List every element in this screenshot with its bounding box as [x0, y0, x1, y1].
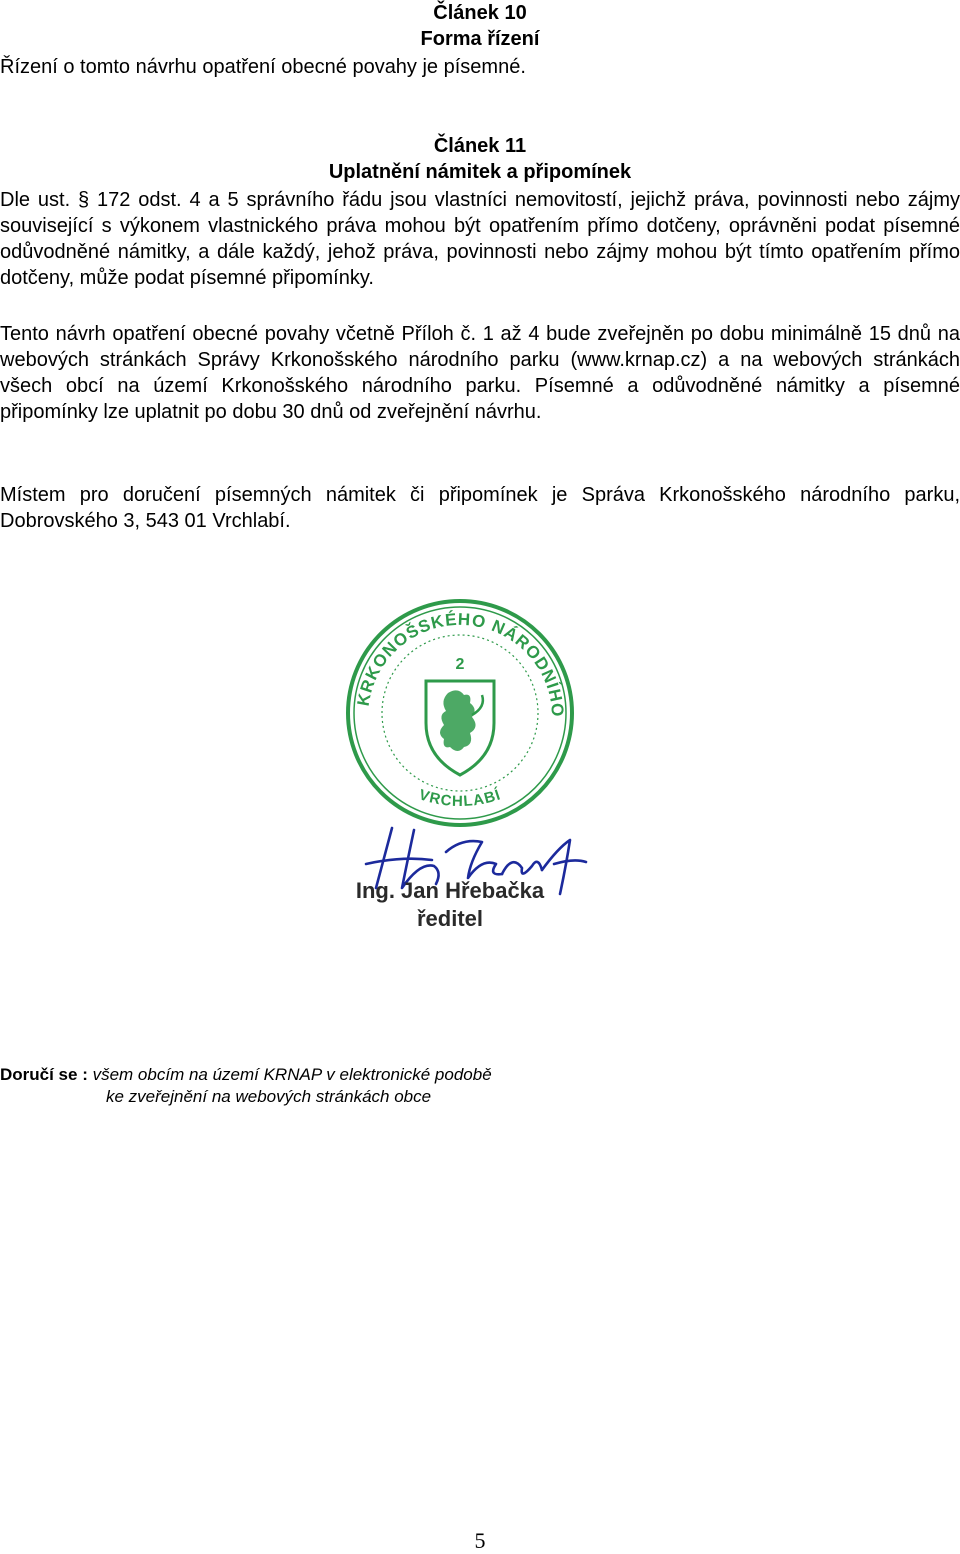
page-number: 5 [474, 1528, 486, 1553]
article-10-number: Článek 10 [433, 2, 527, 24]
signatory-role: ředitel [416, 906, 484, 931]
svg-text:VRCHLABÍ [417, 786, 503, 810]
stamp-city: VRCHLABÍ [416, 786, 504, 811]
delivery-note [0, 1064, 960, 1106]
article-10-title: Forma řízení [420, 28, 540, 50]
delivery-label: Doručí se : [0, 1065, 88, 1084]
article-10-text: Řízení o tomto návrhu opatření obecné povahy je písemné. [0, 56, 526, 78]
stamp-ring-text: KRKONOŠSKÉHO NÁRODNÍHO [353, 609, 568, 718]
lion-icon [440, 690, 476, 751]
delivery-line-1: všem obcím na území KRNAP v elektronické podobě [92, 1065, 492, 1084]
article-11-paragraph-2: Tento návrh opatření obecné povahy včetně Příloh č. 1 až 4 bude zveřejněn po dobu minimálně 15 dnů na webových stránkách Správy Krkonošského národního parku (www.krnap.cz) a na webových stránkách všech obcí na území Krkonošského národního parku. Písemné a odůvodněné námitky a písemné připomínky lze uplatnit po dobu 30 dnů od zveřejnění návrhu. [0, 323, 960, 423]
article-11-number: Článek 11 [433, 135, 527, 157]
stamp-number: 2 [455, 656, 465, 673]
article-11-paragraph-1: Dle ust. § 172 odst. 4 a 5 správního řádu jsou vlastníci nemovitostí, jejichž práva, povinnosti nebo zájmy související s výkonem vlastnického práva mohou být opatřením přímo dotčeny, oprávněni podat písemné odůvodněné námitky, a dále každý, jehož práva, povinnosti nebo zájmy mohou být tímto opatřením přímo dotčeny, může podat písemné připomínky. [0, 189, 960, 289]
article-11-paragraph-3: Místem pro doručení písemných námitek či připomínek je Správa Krkonošského národního parku, Dobrovského 3, 543 01 Vrchlabí. [0, 484, 960, 532]
article-11-title: Uplatnění námitek a připomínek [328, 161, 632, 183]
official-stamp [340, 595, 580, 845]
delivery-line-2: ke zveřejnění na webových stránkách obce [106, 1087, 432, 1106]
signatory-name: Ing. Jan Hřebačka [355, 878, 545, 903]
